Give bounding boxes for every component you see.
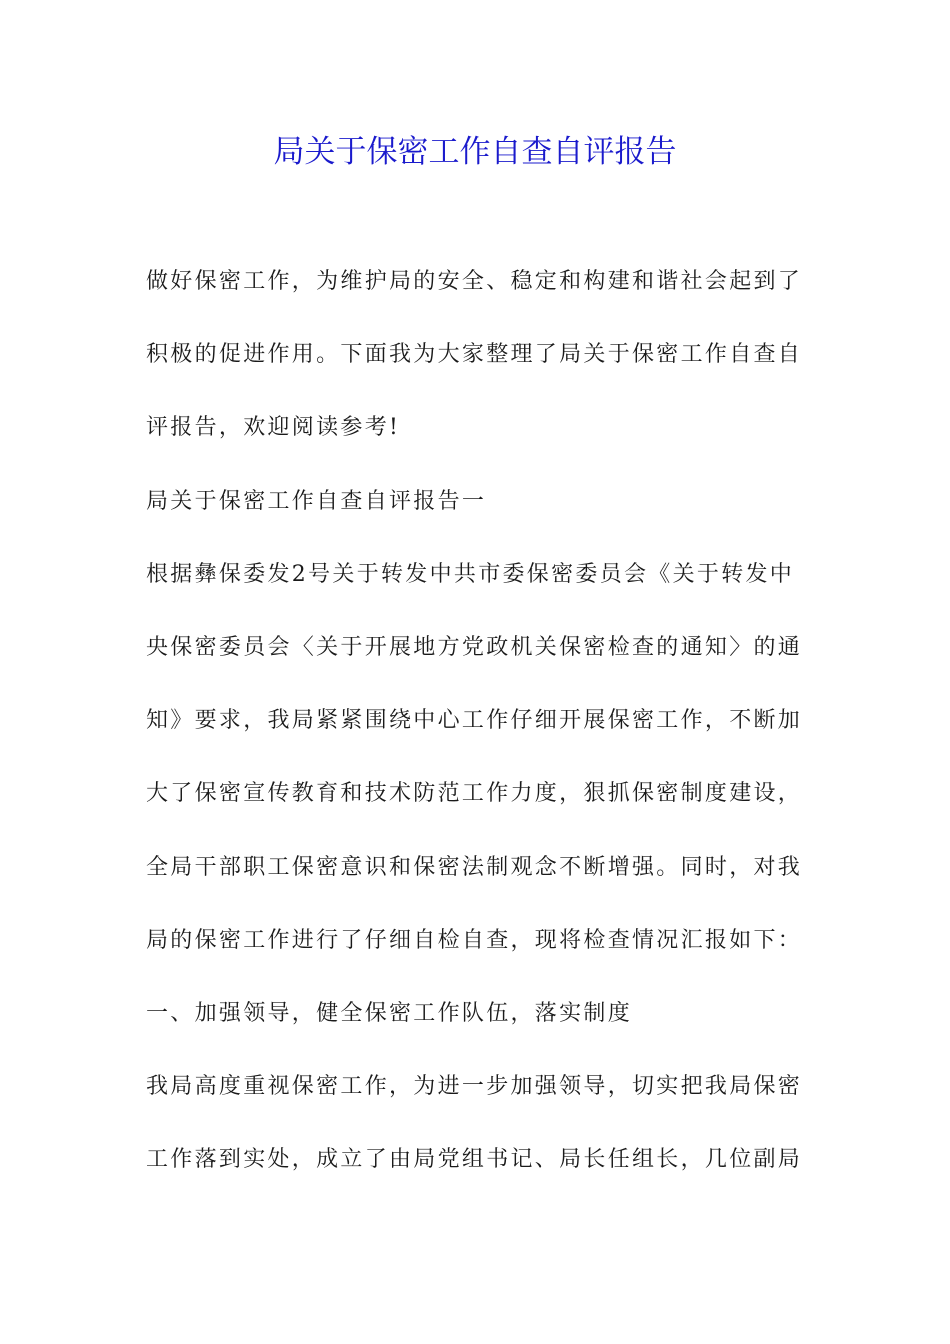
text-line: 局的保密工作进行了仔细自检自查，现将检查情况汇报如下： (146, 927, 803, 953)
document-title: 局关于保密工作自查自评报告 (273, 134, 677, 170)
text-line: 知》要求，我局紧紧围绕中心工作仔细开展保密工作，不断加 (146, 708, 803, 734)
text-line: 积极的促进作用。下面我为大家整理了局关于保密工作自查自 (146, 342, 803, 368)
text-line: 我局高度重视保密工作，为进一步加强领导，切实把我局保密 (146, 1074, 803, 1100)
text-line: 大了保密宣传教育和技术防范工作力度，狠抓保密制度建设， (146, 781, 803, 807)
section-heading: 局关于保密工作自查自评报告一 (146, 488, 487, 514)
section-heading: 一、加强领导，健全保密工作队伍，落实制度 (146, 1000, 633, 1026)
document-body (146, 262, 806, 1213)
text-line: 工作落到实处，成立了由局党组书记、局长任组长，几位副局 (146, 1147, 803, 1173)
text-line: 根据彝保委发2号关于转发中共市委保密委员会《关于转发中 (146, 561, 795, 587)
text-line: 做好保密工作，为维护局的安全、稳定和构建和谐社会起到了 (146, 269, 803, 294)
text-line: 央保密委员会〈关于开展地方党政机关保密检查的通知〉的通 (146, 634, 803, 660)
text-line: 全局干部职工保密意识和保密法制观念不断增强。同时，对我 (146, 854, 803, 880)
text-line: 评报告，欢迎阅读参考! (146, 415, 401, 441)
